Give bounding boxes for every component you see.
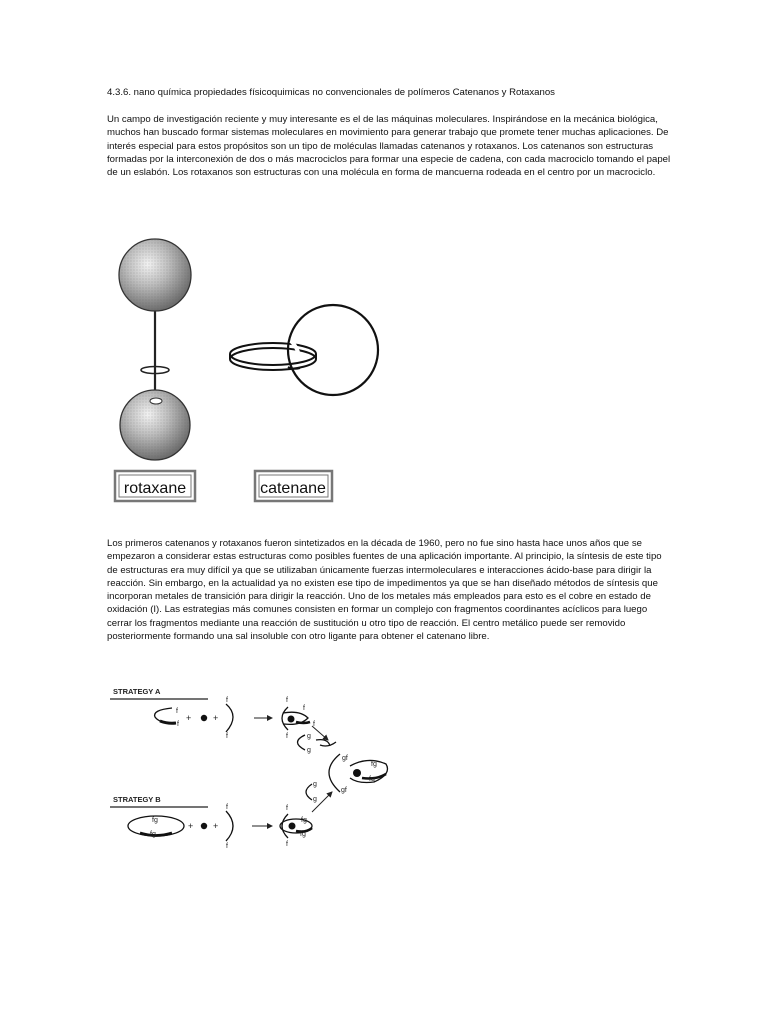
strategy-b-ring <box>128 816 184 838</box>
strategy-a-title: STRATEGY A <box>113 687 161 696</box>
strategy-b-title: STRATEGY B <box>113 795 161 804</box>
svg-text:f: f <box>226 733 228 740</box>
catenane-label: catenane <box>260 480 326 497</box>
svg-text:fg: fg <box>300 831 306 838</box>
svg-text:fg: fg <box>369 776 375 783</box>
copper-ion <box>201 715 207 721</box>
rotaxane-axle-entry <box>150 398 162 404</box>
plus-sign: + <box>213 713 219 723</box>
svg-text:fg: fg <box>152 817 158 824</box>
text-line: cerrar los fragmentos mediante una reacción de sustitución u otro tipo de reacción. El centro metálico puede ser removido <box>107 617 626 629</box>
text-line: de estructuras era muy difícil ya que se utilizaban únicamente fuerzas intermoleculares e interacciones ácido-base para dirigir la <box>107 564 652 576</box>
plus-sign: + <box>186 713 192 723</box>
text-line: interés especial para estos propósitos son un tipo de moléculas llamadas catenanos y rotaxanos. Los catenanos son estructuras <box>107 140 654 152</box>
reaction-arrow <box>312 726 328 740</box>
strategy-a-fragment-left <box>155 708 179 728</box>
rotaxane-stopper-top-texture <box>119 239 191 311</box>
text-line: Un campo de investigación reciente y muy interesante es el de las máquinas moleculares. Inspirándose en la mecánica biológica, <box>107 114 658 125</box>
text-line: formadas por la interconexión de dos o más macrociclos para formar una especie de cadena, con cada macrociclo tomando el papel <box>107 153 671 165</box>
text-line: reacción. Sin embargo, en la actualidad ya no existen ese tipo de impedimentos ya que se han diseñado métodos de síntesis que <box>107 577 658 589</box>
svg-text:f: f <box>226 843 228 850</box>
svg-text:f: f <box>286 805 288 812</box>
text-line: posteriormente formando una sal insoluble con otro ligante para obtener el catenano libre. <box>107 631 490 643</box>
svg-text:gf: gf <box>341 787 347 794</box>
text-line: oxidación (I). Las estrategias más comunes consisten en formar un complejo con fragmentos coordinantes acíclicos para luego <box>107 604 648 616</box>
svg-text:f: f <box>286 733 288 740</box>
svg-text:f: f <box>176 708 178 715</box>
synthesis-strategy-diagram <box>100 680 430 860</box>
strategy-b-complex <box>280 805 312 848</box>
rotaxane-label-box <box>115 471 195 501</box>
rotaxane-label: rotaxane <box>123 480 187 497</box>
paragraph-intro <box>107 113 671 179</box>
catenane-product <box>329 754 388 794</box>
plus-sign: + <box>213 821 219 831</box>
svg-text:f: f <box>226 697 228 704</box>
plus-sign: + <box>188 821 194 831</box>
svg-text:g: g <box>313 781 317 788</box>
section-heading: 4.3.6. nano química propiedades físicoquimicas no convencionales de polímeros Catenanos y Rotaxanos <box>107 87 555 98</box>
svg-text:g: g <box>313 796 317 803</box>
catenane-label-box <box>255 471 332 501</box>
text-line: de un eslabón. Los rotaxanos son estructuras con una molécula en forma de mancuerna rodeada en el centro por un macrociclo. <box>107 167 656 179</box>
text-line: empezaron a considerar estas estructuras como posibles fuentes de una aplicación importante. Al principio, la síntesis de este tipo <box>107 551 662 563</box>
rotaxane-illustration <box>119 239 191 460</box>
catenane-band-ring <box>230 343 316 365</box>
svg-text:f: f <box>313 721 315 728</box>
svg-text:f: f <box>303 705 305 712</box>
svg-text:fg: fg <box>301 817 307 824</box>
paragraph-synthesis <box>107 537 667 643</box>
copper-ion <box>201 823 207 829</box>
svg-text:f: f <box>226 804 228 811</box>
svg-text:f: f <box>286 841 288 848</box>
strategy-a-linker <box>298 733 337 754</box>
svg-text:fg: fg <box>371 761 377 768</box>
text-line: muchos han buscado formar sistemas moleculares en movimiento para generar trabajo que promete tener muchas aplicaciones. De <box>107 127 669 139</box>
text-line: Los primeros catenanos y rotaxanos fueron sintetizados en la década de 1960, pero no fue sino hasta hace unos años que se <box>107 538 642 549</box>
strategy-b-linker <box>306 781 317 803</box>
svg-text:fg: fg <box>150 831 156 838</box>
svg-text:f: f <box>286 697 288 704</box>
catenane-illustration <box>230 305 378 395</box>
rotaxane-catenane-figure <box>100 230 400 510</box>
svg-text:g: g <box>307 747 311 754</box>
svg-text:g: g <box>307 733 311 740</box>
text-line: incorporan metales de transición para dirigir la reacción. Uno de los metales más empleados para esto es el cobre en estado de <box>107 591 651 603</box>
strategy-b-fragment-right <box>226 804 233 850</box>
svg-text:gf: gf <box>342 755 348 762</box>
svg-text:f: f <box>177 721 179 728</box>
strategy-a-fragment-right <box>226 697 233 740</box>
